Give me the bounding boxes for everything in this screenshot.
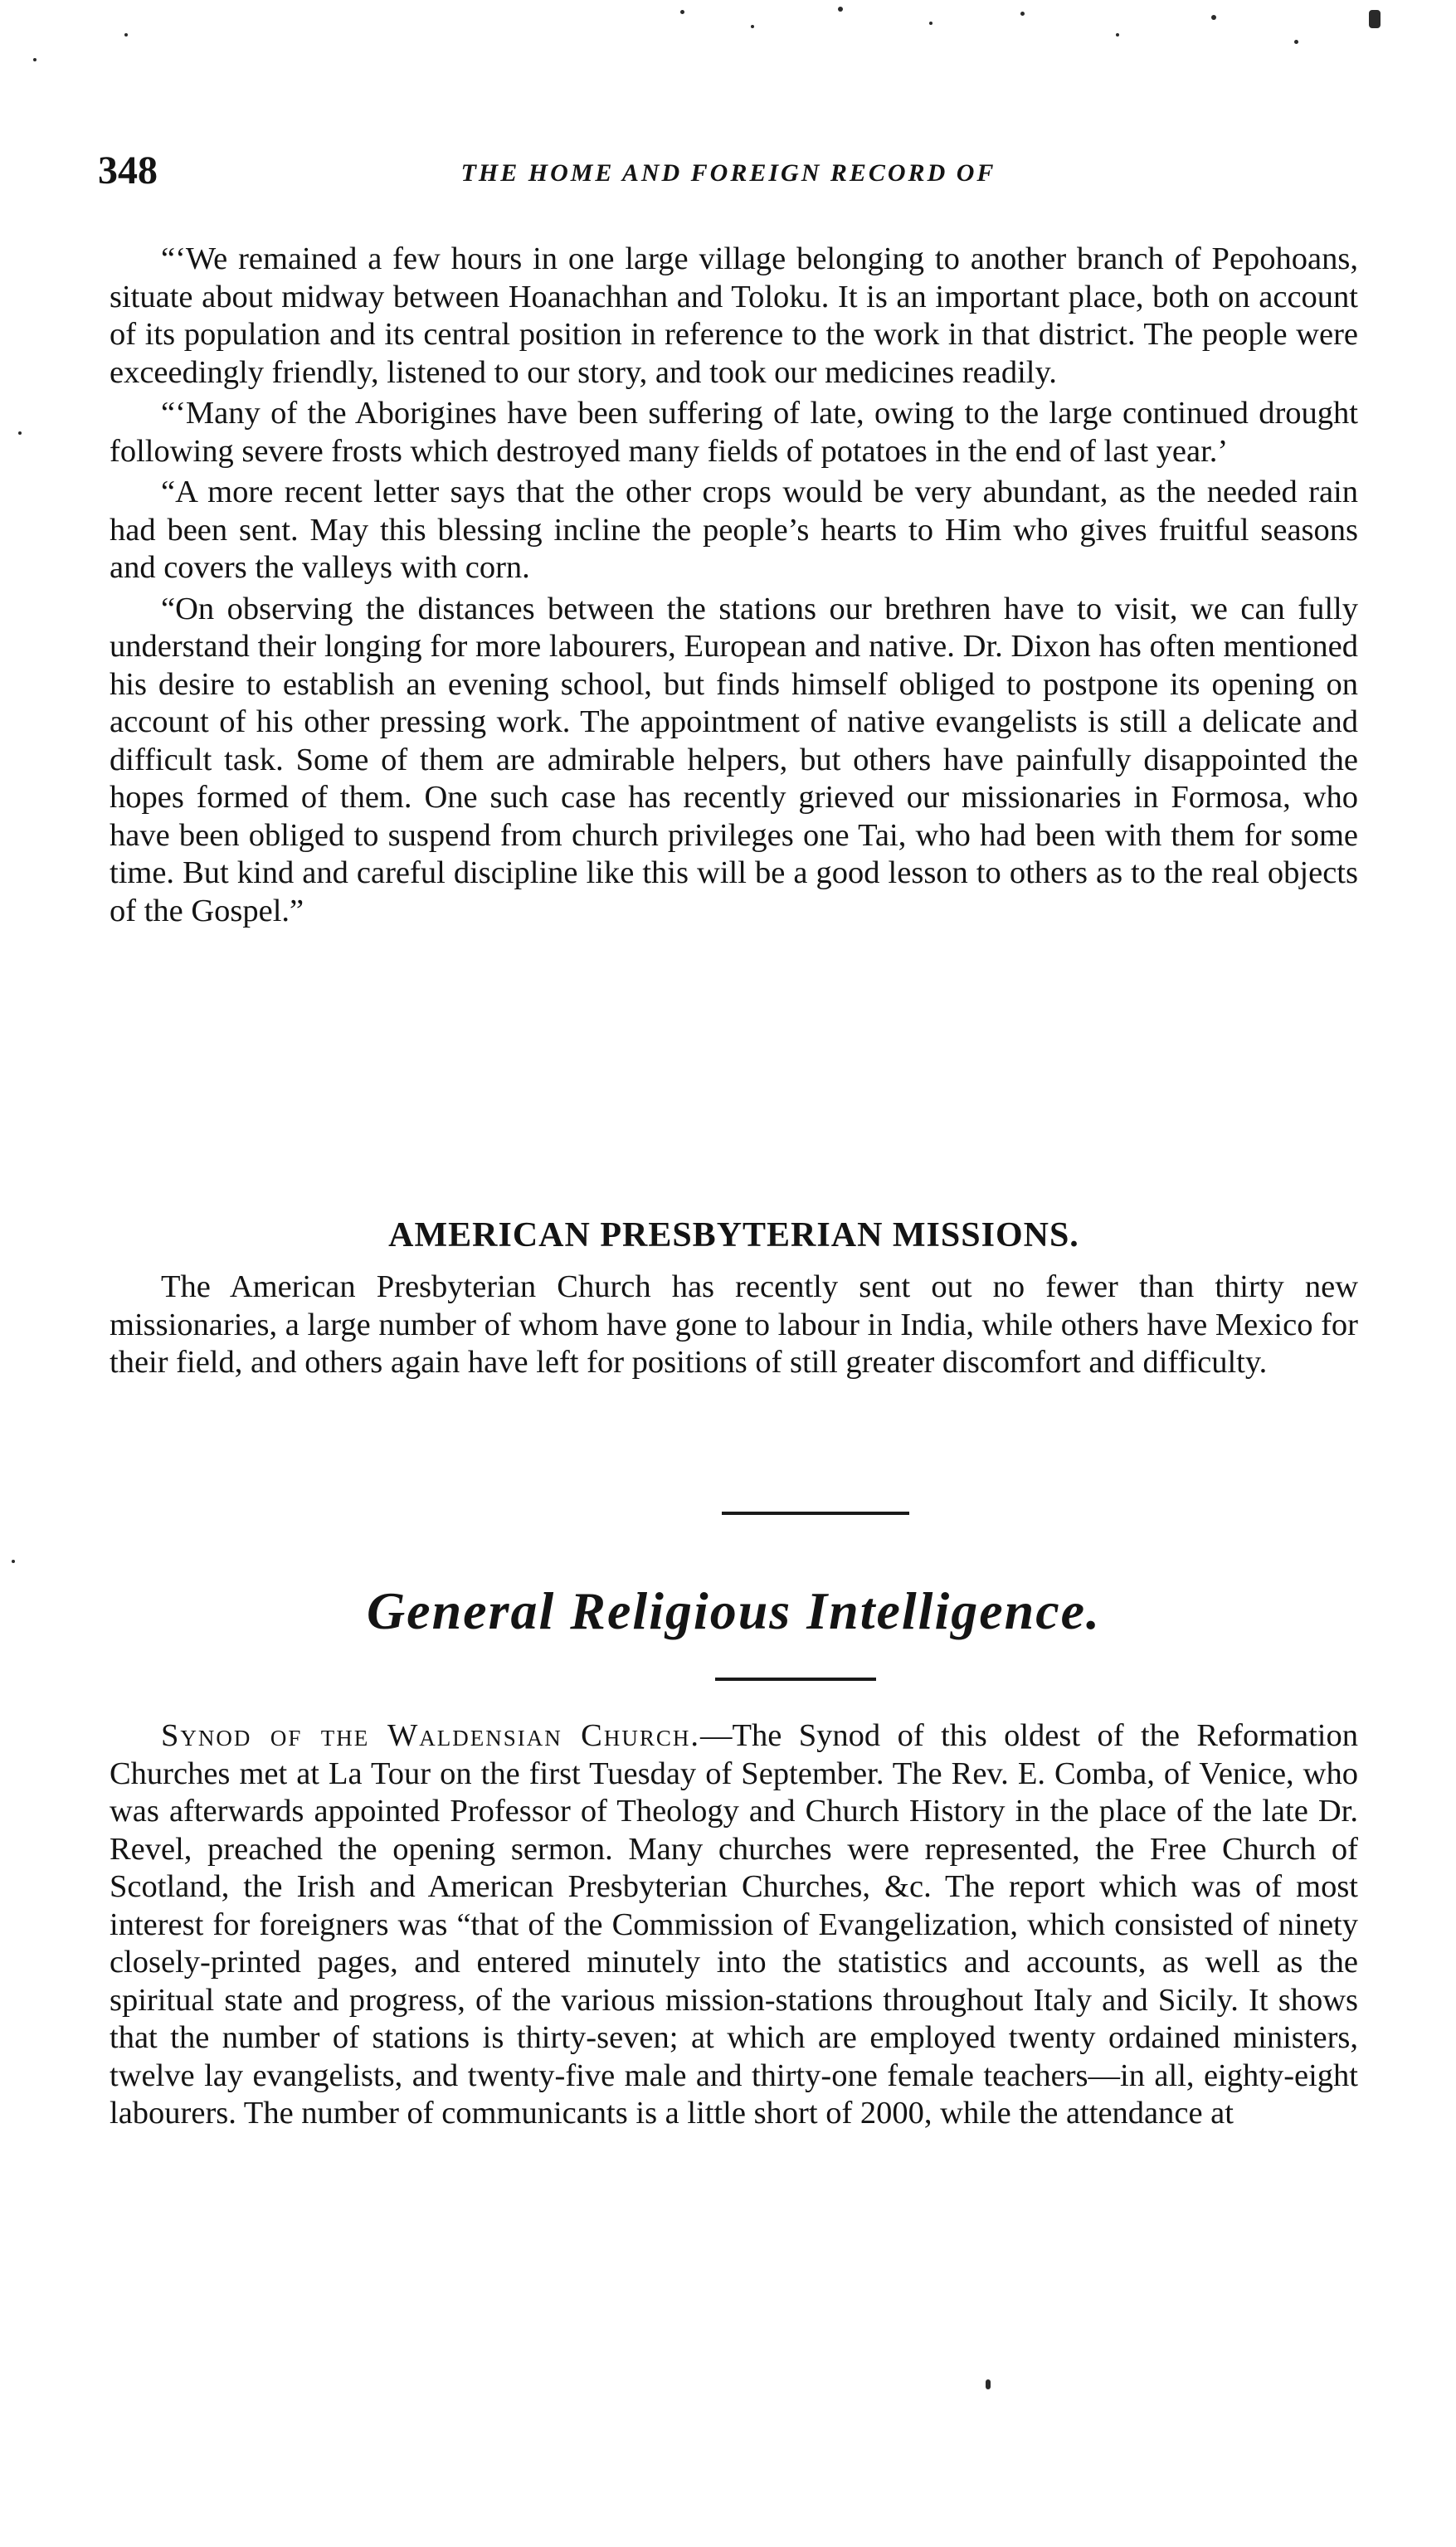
section-heading: AMERICAN PRESBYTERIAN MISSIONS. bbox=[388, 1216, 1079, 1254]
section-rule-top bbox=[722, 1512, 909, 1515]
section-title: General Religious Intelligence. bbox=[366, 1581, 1102, 1640]
running-title: THE HOME AND FOREIGN RECORD OF bbox=[460, 159, 996, 187]
paragraph: The American Presbyterian Church has recently sent out no fewer than thirty new missionaries, a large number of whom have gone to labour in India, while others have Mexico for their field, and others again have left for positions of still greater discomfort and difficulty. bbox=[110, 1269, 1358, 1380]
section-rule-bottom bbox=[715, 1678, 876, 1681]
paragraph: “‘Many of the Aborigines have been suffering of late, owing to the large continued drought following severe frosts which destroyed many fields of potatoes in the end of last year.’ bbox=[110, 396, 1358, 469]
paragraph: “‘We remained a few hours in one large village belonging to another branch of Pepohoans, situate about midway between Hoanachhan and Toloku. It is an important place, both on account of its population and its central position in reference to the work in that district. The people were exceedingly friendly, listened to our story, and took our medicines readily. bbox=[110, 241, 1358, 390]
article-body: —The Synod of this oldest of the Reformation Churches met at La Tour on the first Tuesday of September. The Rev. E. Comba, of Venice, who was afterwards appointed Professor of Theology and Church History in the place of the late Dr. Revel, preached the opening sermon. Many churches were represented, the Free Church of Scotland, the Irish and American Presbyterian Churches, &c. The report which was of most interest for foreigners was “that of the Commission of Evangelization, which consisted of ninety closely-printed pages, and entered minutely into the statistics and accounts, as well as the spiritual state and progress, of the various mission-stations throughout Italy and Sicily. It shows that the number of stations is thirty-seven; at which are employed twenty ordained ministers, twelve lay evangelists, and twenty-five male and thirty-one female teachers—in all, eighty-eight labourers. The number of communicants is a little short of 2000, while the attendance at bbox=[110, 1718, 1358, 2131]
article-lead: Synod of the Waldensian Church. bbox=[161, 1718, 700, 1753]
page-number: 348 bbox=[98, 149, 158, 192]
running-head bbox=[98, 148, 1359, 197]
formosa-letter bbox=[110, 241, 1358, 930]
paragraph bbox=[110, 1717, 1358, 2133]
waldensian-synod-article bbox=[110, 1717, 1358, 2133]
american-presbyterian-article bbox=[110, 1215, 1358, 1382]
general-intelligence-section bbox=[110, 1580, 1358, 1642]
paragraph: “A more recent letter says that the other crops would be very abundant, as the needed rain had been sent. May this blessing incline the people’s hearts to Him who gives fruitful seasons and covers the valleys with corn. bbox=[110, 475, 1358, 585]
paragraph: “On observing the distances between the stations our brethren have to visit, we can fully understand their longing for more labourers, European and native. Dr. Dixon has often mentioned his desire to establish an evening school, but finds himself obliged to postpone its opening on account of his other pressing work. The appointment of native evangelists is still a delicate and difficult task. Some of them are admirable helpers, but others have painfully disappointed the hopes formed of them. One such case has recently grieved our missionaries in Formosa, who have been obliged to suspend from church privileges one Tai, who had been with them for some time. But kind and careful discipline like this will be a good lesson to others as to the real objects of the Gospel.” bbox=[110, 591, 1358, 928]
